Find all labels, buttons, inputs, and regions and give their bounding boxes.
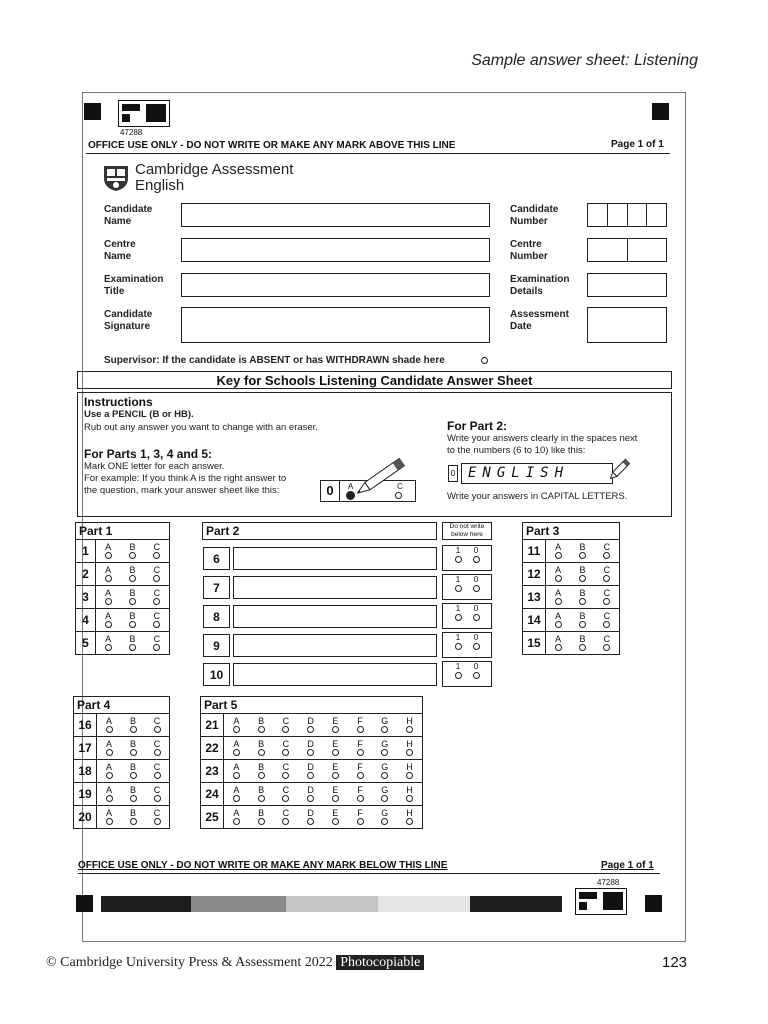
- part3-row: [522, 586, 620, 609]
- question-number: 4: [76, 609, 96, 631]
- option[interactable]: B: [129, 566, 136, 582]
- question-number: 24: [201, 783, 224, 805]
- option[interactable]: C: [282, 763, 289, 779]
- part3-row: [522, 609, 620, 632]
- option[interactable]: A: [106, 763, 113, 779]
- question-number: 16: [74, 714, 97, 736]
- photocopiable-badge: Photocopiable: [336, 955, 424, 970]
- option[interactable]: B: [130, 809, 137, 825]
- option[interactable]: A: [105, 543, 112, 559]
- question-number: 5: [76, 632, 96, 654]
- option[interactable]: B: [258, 809, 265, 825]
- option[interactable]: A: [233, 786, 240, 802]
- option[interactable]: C: [603, 612, 610, 628]
- question-number: 12: [523, 563, 546, 585]
- option[interactable]: D: [307, 717, 314, 733]
- option[interactable]: A: [233, 717, 240, 733]
- pencil-icon: [346, 456, 416, 496]
- absent-bubble[interactable]: [481, 357, 488, 364]
- question-number: 8: [203, 605, 230, 628]
- option[interactable]: C: [282, 809, 289, 825]
- option[interactable]: A: [105, 589, 112, 605]
- option[interactable]: E: [332, 740, 339, 756]
- example-letter-a: A: [348, 482, 354, 491]
- timing-strip-2: [191, 896, 286, 912]
- part2-mark-box: 1 0: [442, 574, 492, 600]
- option[interactable]: D: [307, 763, 314, 779]
- option[interactable]: B: [579, 589, 586, 605]
- candidate-name-field[interactable]: [181, 203, 490, 227]
- option[interactable]: G: [381, 786, 388, 802]
- divider-top: [86, 153, 670, 154]
- option[interactable]: D: [307, 740, 314, 756]
- part1-row: [75, 632, 170, 655]
- option[interactable]: B: [258, 786, 265, 802]
- question-number: 21: [201, 714, 224, 736]
- question-number: 17: [74, 737, 97, 759]
- part4-row: [73, 737, 170, 760]
- option[interactable]: D: [307, 786, 314, 802]
- option[interactable]: C: [603, 566, 610, 582]
- part3-row: [522, 632, 620, 655]
- instruction-eraser: Rub out any answer you want to change with an eraser.: [84, 422, 318, 433]
- part5-row: [200, 783, 423, 806]
- logo-line-2: English: [135, 177, 185, 194]
- option[interactable]: A: [106, 740, 113, 756]
- option[interactable]: A: [555, 566, 562, 582]
- question-number: 3: [76, 586, 96, 608]
- page-number: 123: [662, 954, 688, 971]
- part4-row: [73, 760, 170, 783]
- question-number: 23: [201, 760, 224, 782]
- option[interactable]: C: [282, 717, 289, 733]
- option[interactable]: C: [282, 740, 289, 756]
- question-number: 6: [203, 547, 230, 570]
- option[interactable]: A: [106, 786, 113, 802]
- example-letter-c: C: [397, 482, 403, 491]
- part2-heading-box: Part 2: [202, 522, 437, 540]
- registration-mark-bottom-right: [645, 895, 662, 912]
- option[interactable]: B: [130, 717, 137, 733]
- pencil-icon-2: [605, 456, 633, 484]
- part5-heading: Part 5: [200, 696, 423, 714]
- timing-strip-5: [470, 896, 562, 912]
- part3-heading: Part 3: [522, 522, 620, 540]
- option[interactable]: G: [381, 740, 388, 756]
- option[interactable]: F: [357, 740, 364, 756]
- question-number: 15: [523, 632, 546, 654]
- label-examination-details: Examination Details: [510, 274, 570, 297]
- part2-heading: For Part 2:: [447, 419, 508, 433]
- cambridge-crest-icon: [101, 164, 131, 192]
- question-number: 7: [203, 576, 230, 599]
- parts1345-line1: Mark ONE letter for each answer.: [84, 461, 225, 472]
- option[interactable]: F: [357, 763, 364, 779]
- option[interactable]: C: [153, 635, 160, 651]
- question-number: 1: [76, 540, 96, 562]
- instruction-pencil: Use a PENCIL (B or HB).: [84, 409, 194, 420]
- parts1345-line2: For example: If you think A is the right answer to: [84, 473, 287, 484]
- option[interactable]: A: [105, 612, 112, 628]
- part2-line3: Write your answers in CAPITAL LETTERS.: [447, 491, 628, 502]
- option[interactable]: C: [154, 786, 161, 802]
- parts1345-line3: the question, mark your answer sheet like this:: [84, 485, 280, 496]
- question-number: 18: [74, 760, 97, 782]
- do-not-write-box: Do not write below here: [442, 522, 492, 540]
- logo-line-1: Cambridge Assessment: [135, 161, 294, 178]
- question-number: 2: [76, 563, 96, 585]
- option[interactable]: B: [130, 786, 137, 802]
- registration-mark-top-left: [84, 103, 101, 120]
- option[interactable]: B: [129, 543, 136, 559]
- label-candidate-signature: Candidate Signature: [104, 309, 153, 332]
- part1-row: [75, 540, 170, 563]
- part5-row: [200, 737, 423, 760]
- option[interactable]: G: [381, 809, 388, 825]
- part4-row: [73, 783, 170, 806]
- part2-answer-field[interactable]: [233, 547, 437, 570]
- examination-details-field[interactable]: [587, 273, 667, 297]
- part3-row: [522, 563, 620, 586]
- option[interactable]: C: [153, 612, 160, 628]
- option[interactable]: A: [555, 612, 562, 628]
- part3-grid: [522, 540, 620, 655]
- option[interactable]: C: [153, 589, 160, 605]
- question-number: 13: [523, 586, 546, 608]
- part1-row: [75, 586, 170, 609]
- option[interactable]: B: [258, 763, 265, 779]
- candidate-number-field[interactable]: [587, 203, 667, 227]
- option[interactable]: C: [282, 786, 289, 802]
- option[interactable]: E: [332, 809, 339, 825]
- part5-row: [200, 714, 423, 737]
- option[interactable]: A: [555, 589, 562, 605]
- sheet-code-top: 47288: [120, 128, 143, 137]
- option[interactable]: B: [579, 612, 586, 628]
- part4-row: [73, 806, 170, 829]
- option[interactable]: A: [233, 763, 240, 779]
- part2-line1: Write your answers clearly in the spaces next: [447, 433, 638, 444]
- option[interactable]: A: [555, 635, 562, 651]
- option[interactable]: B: [129, 612, 136, 628]
- barcode-mark-top: [118, 100, 170, 127]
- page-label-top: Page 1 of 1: [611, 139, 664, 150]
- question-number: 22: [201, 737, 224, 759]
- part2-line2: to the numbers (6 to 10) like this:: [447, 445, 586, 456]
- part1-row: [75, 609, 170, 632]
- part3-row: [522, 540, 620, 563]
- part2-answer-field[interactable]: [233, 634, 437, 657]
- part2-mark-box: 1 0: [442, 661, 492, 687]
- question-number: 10: [203, 663, 230, 686]
- option[interactable]: A: [105, 566, 112, 582]
- sheet-code-bottom: 47288: [597, 878, 620, 887]
- option[interactable]: A: [106, 717, 113, 733]
- label-candidate-number: Candidate Number: [510, 204, 559, 227]
- option[interactable]: C: [603, 543, 610, 559]
- question-number: 19: [74, 783, 97, 805]
- instructions-heading: Instructions: [84, 395, 153, 409]
- candidate-signature-field[interactable]: [181, 307, 490, 343]
- sheet-title: Key for Schools Listening Candidate Answer Sheet: [77, 371, 672, 389]
- divider-bottom: [78, 873, 660, 874]
- option[interactable]: B: [129, 589, 136, 605]
- option[interactable]: C: [153, 543, 160, 559]
- registration-mark-top-right: [652, 103, 669, 120]
- question-number: 14: [523, 609, 546, 631]
- question-number: 9: [203, 634, 230, 657]
- option[interactable]: F: [357, 809, 364, 825]
- option[interactable]: C: [154, 763, 161, 779]
- office-use-bottom: OFFICE USE ONLY - DO NOT WRITE OR MAKE ANY MARK BELOW THIS LINE: [78, 860, 448, 871]
- option[interactable]: D: [307, 809, 314, 825]
- office-use-top: OFFICE USE ONLY - DO NOT WRITE OR MAKE ANY MARK ABOVE THIS LINE: [88, 140, 456, 151]
- part2-mark-box: 1 0: [442, 603, 492, 629]
- option[interactable]: B: [579, 635, 586, 651]
- option[interactable]: C: [154, 809, 161, 825]
- option[interactable]: E: [332, 717, 339, 733]
- part2-mark-box: 1 0: [442, 632, 492, 658]
- parts1345-heading: For Parts 1, 3, 4 and 5:: [84, 447, 213, 461]
- option[interactable]: A: [555, 543, 562, 559]
- timing-strip-4: [378, 896, 470, 912]
- barcode-mark-bottom: [575, 888, 627, 915]
- label-centre-number: Centre Number: [510, 239, 548, 262]
- option[interactable]: G: [381, 717, 388, 733]
- option[interactable]: C: [603, 635, 610, 651]
- example-number: 0: [321, 481, 340, 501]
- option[interactable]: H: [406, 717, 413, 733]
- part1-row: [75, 563, 170, 586]
- assessment-date-field[interactable]: [587, 307, 667, 343]
- option[interactable]: F: [357, 717, 364, 733]
- part2-answer-field[interactable]: [233, 576, 437, 599]
- timing-strip-1: [101, 896, 191, 912]
- option[interactable]: C: [603, 589, 610, 605]
- option[interactable]: A: [233, 740, 240, 756]
- option[interactable]: B: [130, 763, 137, 779]
- option[interactable]: B: [129, 635, 136, 651]
- part4-row: [73, 714, 170, 737]
- part2-mark-box: 1 0: [442, 545, 492, 571]
- supervisor-note: Supervisor: If the candidate is ABSENT or has WITHDRAWN shade here: [104, 355, 445, 366]
- option[interactable]: F: [357, 786, 364, 802]
- option[interactable]: C: [153, 566, 160, 582]
- registration-mark-bottom-left: [76, 895, 93, 912]
- part4-grid: [73, 714, 170, 829]
- part1-grid: [75, 540, 170, 655]
- page-label-bottom: Page 1 of 1: [601, 860, 654, 871]
- label-examination-title: Examination Title: [104, 274, 164, 297]
- option[interactable]: H: [406, 809, 413, 825]
- centre-number-field[interactable]: [587, 238, 667, 262]
- example-word-number: 0: [448, 465, 458, 482]
- option[interactable]: H: [406, 763, 413, 779]
- part5-row: [200, 760, 423, 783]
- option[interactable]: E: [332, 786, 339, 802]
- label-candidate-name: Candidate Name: [104, 204, 153, 227]
- running-head: Sample answer sheet: Listening: [471, 52, 698, 69]
- part2-answer-field[interactable]: [233, 663, 437, 686]
- example-word: ENGLISH: [461, 463, 613, 484]
- option[interactable]: A: [233, 809, 240, 825]
- question-number: 11: [523, 540, 546, 562]
- option[interactable]: C: [154, 740, 161, 756]
- option[interactable]: H: [406, 740, 413, 756]
- option[interactable]: H: [406, 786, 413, 802]
- question-number: 20: [74, 806, 97, 828]
- option[interactable]: B: [258, 740, 265, 756]
- part5-grid: [200, 714, 423, 829]
- option[interactable]: G: [381, 763, 388, 779]
- part1-heading: Part 1: [75, 522, 170, 540]
- part4-heading: Part 4: [73, 696, 170, 714]
- option[interactable]: B: [579, 543, 586, 559]
- option[interactable]: E: [332, 763, 339, 779]
- option[interactable]: A: [105, 635, 112, 651]
- option[interactable]: B: [130, 740, 137, 756]
- option[interactable]: A: [106, 809, 113, 825]
- part5-row: [200, 806, 423, 829]
- centre-name-field[interactable]: [181, 238, 490, 262]
- part2-answer-field[interactable]: [233, 605, 437, 628]
- label-assessment-date: Assessment Date: [510, 309, 569, 332]
- option[interactable]: C: [154, 717, 161, 733]
- label-centre-name: Centre Name: [104, 239, 136, 262]
- option[interactable]: B: [579, 566, 586, 582]
- examination-title-field[interactable]: [181, 273, 490, 297]
- timing-strip-3: [286, 896, 378, 912]
- option[interactable]: B: [258, 717, 265, 733]
- question-number: 25: [201, 806, 224, 828]
- footer-copyright: © Cambridge University Press & Assessment 2022 Photocopiable: [46, 955, 424, 971]
